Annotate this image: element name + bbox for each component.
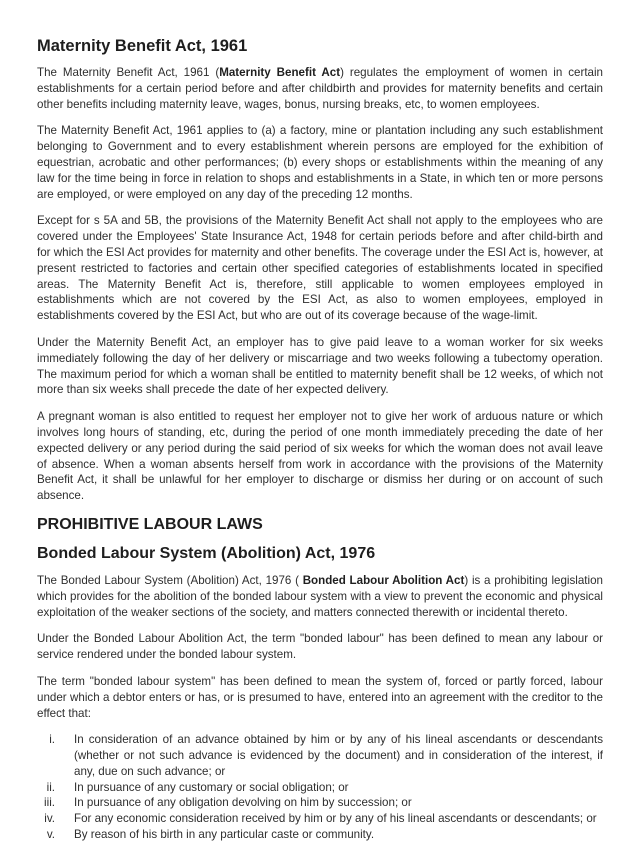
list-item-number: iii. <box>44 796 55 810</box>
act-short-name: Maternity Benefit Act <box>219 66 341 79</box>
list-item <box>37 827 603 843</box>
paragraph-bonded-system-definition: The term "bonded labour system" has been defined to mean the system of, forced or partly forced, labour under which a debtor enters or has, or is presumed to have, entered into an agreement with the creditor to the effect that: <box>37 674 603 720</box>
document-page <box>37 36 603 843</box>
list-item-number: ii. <box>46 780 55 794</box>
bonded-act-short-name: Bonded Labour Abolition Act <box>302 573 465 587</box>
paragraph-bonded-intro-pre: The Bonded Labour System (Abolition) Act, 1976 ( <box>37 573 303 587</box>
list-item-number: iv. <box>44 812 55 826</box>
paragraph-esi-exception: Except for s 5A and 5B, the provisions of the Maternity Benefit Act shall not apply to the employees who are covered under the Employees' State Insurance Act, 1948 for certain periods before and after child-birth and for which the ESI Act provides for maternity and other benefits. The coverage under the ESI Act is, however, at present restricted to factories and certain other specified categories of establishments located in specified areas. The Maternity Benefit Act is, therefore, still applicable to women employees employed in establishments which are not covered by the ESI Act, as also to women employees, employed in establishments covered by the ESI Act, but who are out of its coverage because of the wage-limit. <box>37 214 603 323</box>
paragraph-intro <box>37 65 603 112</box>
list-item-text: In pursuance of any obligation devolving on him by succession; or <box>74 796 412 810</box>
list-item-text: For any economic consideration received by him or by any of his lineal ascendants or descendants; or <box>74 812 597 826</box>
list-item <box>37 780 603 796</box>
list-item <box>37 811 603 827</box>
list-item-number: v. <box>46 828 55 842</box>
paragraph-pregnant-woman: A pregnant woman is also entitled to request her employer not to give her work of arduous nature or which involves long hours of standing, etc, during the period of one month immediately preceding the date of her expected delivery or any period during the said period of six weeks for which the woman does not avail leave of absence. When a woman absents herself from work in accordance with the provisions of the Maternity Benefit Act, it shall be unlawful for her employer to discharge or dismiss her during or on account of such absence. <box>37 410 603 503</box>
paragraph-bonded-labour-definition: Under the Bonded Labour Abolition Act, the term "bonded labour" has been defined to mean any labour or service rendered under the bonded labour system. <box>37 632 603 662</box>
paragraph-bonded-intro <box>37 573 603 620</box>
paragraph-bonded-intro-post: ) is a prohibiting legislation which provides for the abolition of the bonded labour system with a view to prevent the economic and physical exploitation of the weaker sections of the society, and matters connected therewith or incidental thereto. <box>37 573 603 619</box>
list-item <box>37 732 603 779</box>
paragraph-intro-post: ) regulates the employment of women in certain establishments for a certain period before and after childbirth and provides for maternity benefits and certain other benefits including maternity leave, wages, bonus, nursing breaks, etc, to women employees. <box>37 66 604 111</box>
paragraph-intro-pre: The Maternity Benefit Act, 1961 ( <box>37 66 220 79</box>
heading-bonded-labour-act: Bonded Labour System (Abolition) Act, 1976 <box>37 544 376 562</box>
paragraph-applicability: The Maternity Benefit Act, 1961 applies to (a) a factory, mine or plantation including any such establishment belonging to Government and to every establishment wherein persons are employed for the exhibition of equestrian, acrobatic and other performances; (b) every shops or establishments within the meaning of any law for the time being in force in relation to shops and establishments in a State, in which ten or more persons are employed, or were employed on any day of the preceding 12 months. <box>37 124 603 201</box>
paragraph-paid-leave: Under the Maternity Benefit Act, an employer has to give paid leave to a woman worker for six weeks immediately following the day of her delivery or miscarriage and two weeks following a tubectomy operation. The maximum period for which a woman shall be entitled to maternity benefit shall be 12 weeks, of which not more than six weeks shall precede the date of her expected delivery. <box>37 335 603 397</box>
heading-prohibitive-labour-laws: PROHIBITIVE LABOUR LAWS <box>37 515 263 533</box>
roman-numeral-list <box>37 732 603 843</box>
list-item-number: i. <box>49 733 55 747</box>
heading-maternity-benefit-act: Maternity Benefit Act, 1961 <box>37 37 248 55</box>
list-item-text: In pursuance of any customary or social obligation; or <box>74 780 349 794</box>
list-item <box>37 795 603 811</box>
list-item-text: By reason of his birth in any particular caste or community. <box>74 828 375 842</box>
list-item-text: In consideration of an advance obtained by him or by any of his lineal ascendants or descendants (whether or not such advance is evidenced by the document) and in consideration of the interest, if any, due on such advance; or <box>74 733 603 778</box>
